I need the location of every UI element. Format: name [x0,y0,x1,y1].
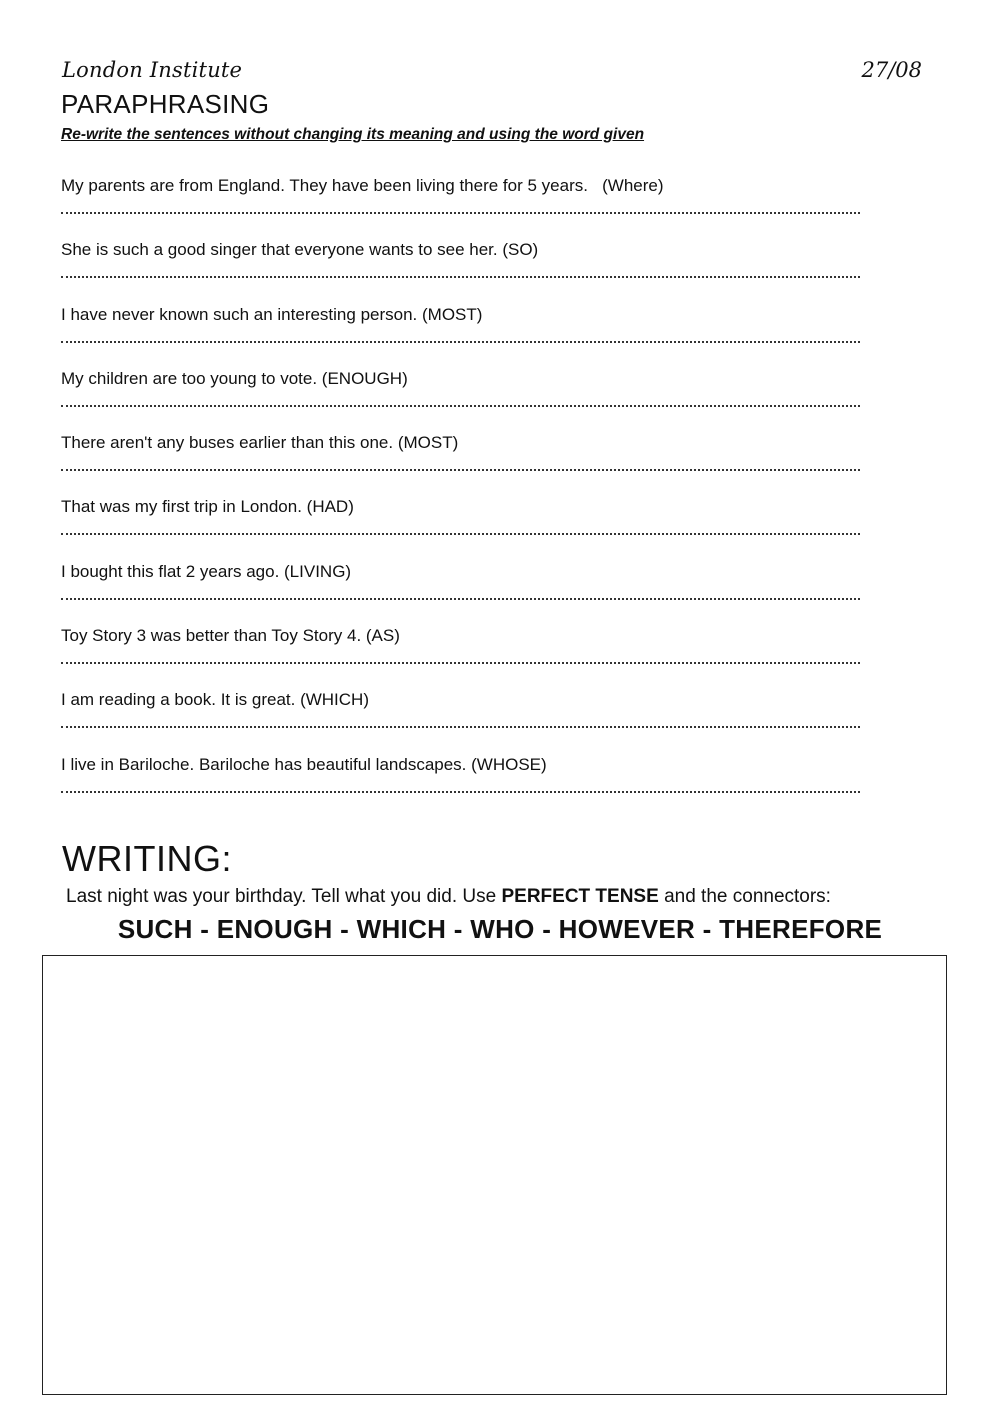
writing-title: WRITING: [62,838,232,879]
exercise-sentence: Toy Story 3 was better than Toy Story 4. (AS) [61,626,400,646]
writing-answer-box[interactable] [42,955,947,1395]
exercise-item [61,755,861,819]
writing-task-text: Last night was your birthday. Tell what you did. Use [66,886,502,907]
exercise-item [61,562,861,626]
answer-line[interactable] [61,662,860,664]
exercise-sentence: I live in Bariloche. Bariloche has beautiful landscapes. (WHOSE) [61,754,547,774]
exercise-item [61,433,861,497]
paraphrasing-title: PARAPHRASING [61,89,270,119]
answer-line[interactable] [61,405,860,407]
connectors-list: SUCH - ENOUGH - WHICH - WHO - HOWEVER - THEREFORE [117,914,883,944]
exercise-sentence: That was my first trip in London. (HAD) [61,497,354,517]
writing-task [66,886,831,908]
exercise-item [61,626,861,690]
writing-task-text-end: and the connectors: [658,886,831,907]
answer-line[interactable] [61,212,860,214]
exercise-item [61,305,861,369]
exercise-sentence: My parents are from England. They have been living there for 5 years. (Where) [61,176,664,195]
answer-line[interactable] [61,791,860,793]
answer-line[interactable] [61,598,860,600]
institute-name: London Institute [62,58,243,82]
exercise-item [61,497,861,561]
answer-line[interactable] [61,533,860,535]
exercise-sentence: There aren't any buses earlier than this one. (MOST) [61,433,459,453]
exercise-sentence: My children are too young to vote. (ENOUGH) [61,368,408,388]
exercise-sentence: I bought this flat 2 years ago. (LIVING) [61,561,352,581]
answer-line[interactable] [61,341,860,343]
exercise-sentence: I am reading a book. It is great. (WHICH) [61,690,369,710]
answer-line[interactable] [61,726,860,728]
exercise-sentence: I have never known such an interesting person. (MOST) [61,304,483,324]
exercise-item [61,690,861,754]
exercise-sentence: She is such a good singer that everyone wants to see her. (SO) [61,240,539,260]
paraphrasing-exercises [61,176,861,819]
answer-line[interactable] [61,469,860,471]
exercise-item [61,240,861,304]
worksheet-date: 27/08 [861,58,922,82]
exercise-item [61,369,861,433]
answer-line[interactable] [61,276,860,278]
paraphrasing-instruction: Re-write the sentences without changing its meaning and using the word given [61,126,645,143]
exercise-item [61,176,861,240]
writing-task-emphasis: PERFECT TENSE [501,886,659,907]
